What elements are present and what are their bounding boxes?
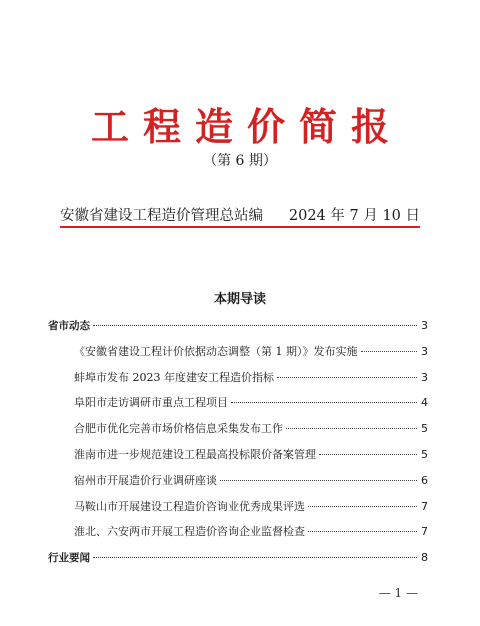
toc-entry-title: 《安徽省建设工程计价依据动态调整（第 1 期）》发布实施 [74,344,358,358]
toc-entry-page: 3 [421,319,428,332]
dot-leader [93,325,417,326]
toc-entry-page: 5 [421,447,428,461]
toc-entry-page: 5 [421,422,428,436]
toc-entry-page: 3 [421,370,428,384]
toc-entry-section[interactable] [48,313,428,339]
issue-number: （第 6 期） [203,153,277,169]
dot-leader [286,428,417,429]
toc-entry-page: 7 [421,525,428,539]
dot-leader [93,557,417,558]
editor-line [60,204,420,224]
table-of-contents [48,313,428,571]
dot-leader [220,480,417,481]
toc-entry[interactable] [48,468,428,494]
toc-entry-section[interactable] [48,545,428,571]
toc-entry-title: 合肥市优化完善市场价格信息采集发布工作 [74,422,283,436]
toc-entry-title: 淮北、六安两市开展工程造价咨询企业监督检查 [74,525,305,539]
toc-entry-title: 行业要闻 [48,552,90,565]
toc-entry-page: 4 [421,396,428,410]
toc-entry-title: 阜阳市走访调研市重点工程项目 [74,396,228,410]
dot-leader [308,531,417,532]
toc-entry-page: 7 [421,499,428,513]
toc-entry-title: 淮南市进一步规范建设工程最高投标限价备案管理 [74,447,316,461]
masthead-title: 工程造价简报 [90,104,403,149]
toc-entry[interactable] [48,442,428,468]
dot-leader [361,351,418,352]
toc-entry-page: 8 [421,551,428,565]
toc-entry-title: 宿州市开展造价行业调研座谈 [74,473,217,487]
toc-entry-page: 3 [421,344,428,358]
toc-entry[interactable] [48,390,428,416]
toc-heading: 本期导读 [213,292,266,307]
toc-entry-title: 马鞍山市开展建设工程造价咨询业优秀成果评选 [74,499,305,513]
toc-entry[interactable] [48,365,428,391]
toc-entry[interactable] [48,494,428,520]
page-number: — 1 — [378,586,418,600]
toc-entry-title: 省市动态 [48,320,90,332]
toc-entry-page: 6 [421,473,428,487]
issue-date: 2024 年 7 月 10 日 [288,208,420,224]
toc-entry[interactable] [48,519,428,545]
dot-leader [277,377,417,378]
toc-entry-title: 蚌埠市发布 2023 年度建安工程造价指标 [74,370,274,384]
dot-leader [231,402,417,403]
toc-entry[interactable] [48,416,428,442]
red-divider [60,226,420,228]
toc-entry[interactable] [48,339,428,365]
editor-name: 安徽省建设工程造价管理总站编 [60,208,263,224]
dot-leader [319,454,417,455]
dot-leader [308,506,417,507]
